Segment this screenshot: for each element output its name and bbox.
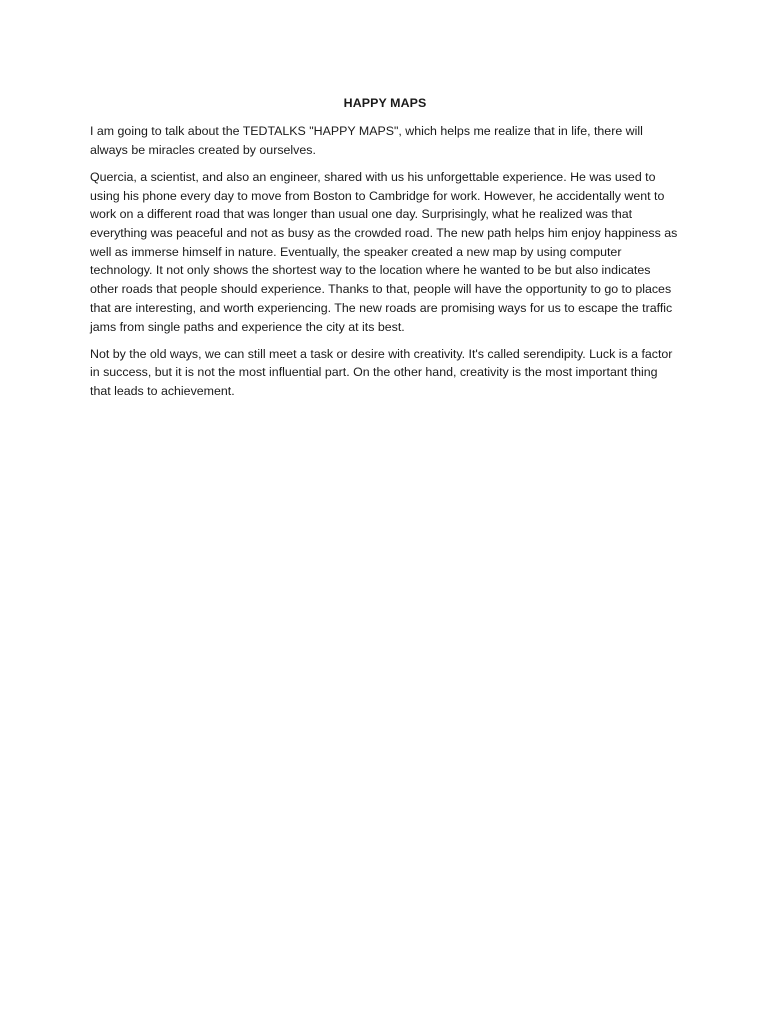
paragraph-conclusion: Not by the old ways, we can still meet a task or desire with creativity. It's called serendipity. Luck is a factor in success, but it is not the most influential part. On the other hand, creativity is the most important thing that leads to achievement.: [90, 346, 673, 399]
document-title: HAPPY MAPS: [343, 96, 427, 110]
paragraph-intro: I am going to talk about the TEDTALKS "HAPPY MAPS", which helps me realize that in life, there will always be miracles created by ourselves.: [90, 124, 643, 157]
paragraph-quercia-story: Quercia, a scientist, and also an engineer, shared with us his unforgettable experience. He was used to using his phone every day to move from Boston to Cambridge for work. However, he accidentally went to work on a different road that was longer than usual one day. Surprisingly, what he realized was that everything was peaceful and not as busy as the crowded road. The new path helps him enjoy happiness as well as immerse himself in nature. Eventually, the speaker created a new map by using computer technology. It not only shows the shortest way to the location where he wanted to be but also indicates other roads that people should experience. Thanks to that, people will have the opportunity to go to places that are interesting, and worth experiencing. The new roads are promising ways for us to escape the traffic jams from single paths and experience the city at its best.: [90, 169, 678, 334]
document-body: [90, 94, 680, 409]
